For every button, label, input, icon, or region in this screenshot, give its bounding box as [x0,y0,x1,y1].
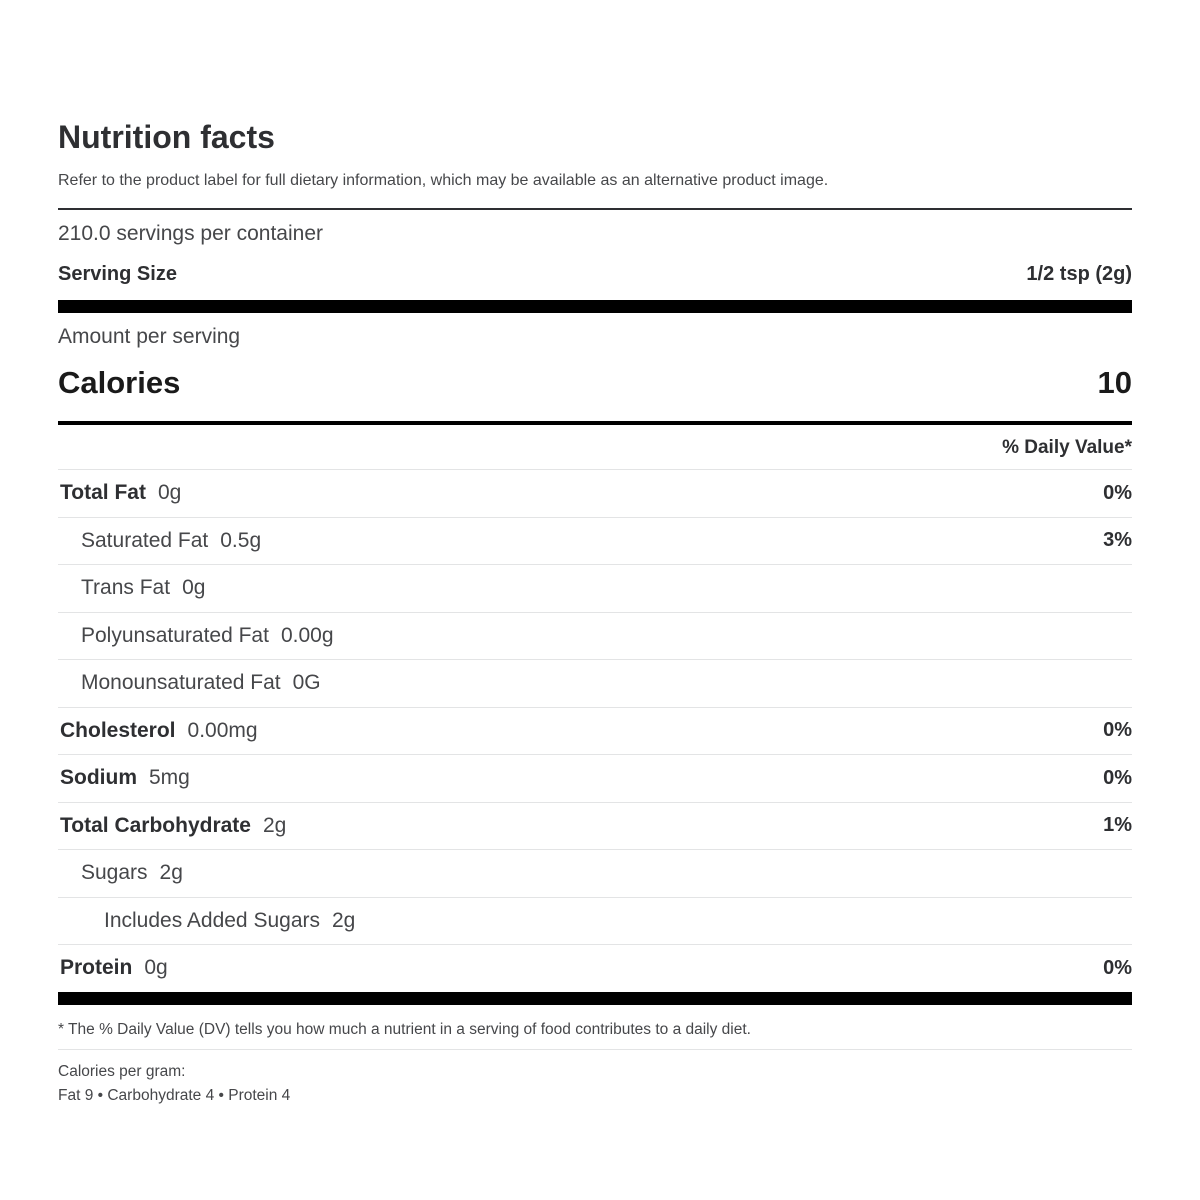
nutrition-facts-panel [58,112,1132,1108]
nutrient-daily-value: 1% [1103,814,1132,837]
nutrient-amount: 0.00g [280,623,334,647]
nutrient-amount: 0g [182,576,206,600]
nutrient-daily-value: 3% [1103,529,1132,552]
daily-value-header: % Daily Value* [58,425,1132,470]
nutrient-name: Polyunsaturated Fat [81,623,269,647]
calories-label: Calories [58,365,181,400]
nutrient-daily-value: 0% [1103,719,1132,742]
calories-row [58,359,1132,407]
nutrient-row-total-carbohydrate [58,803,1132,851]
nutrient-row-polyunsaturated-fat [58,613,1132,661]
nutrient-name: Monounsaturated Fat [81,671,281,695]
nutrient-amount: 2g [332,908,356,932]
nutrient-amount: 2g [159,861,183,885]
nutrient-name: Total Fat [60,481,146,505]
nutrient-name: Cholesterol [60,718,176,742]
nutrient-row-protein [58,945,1132,992]
amount-per-serving: Amount per serving [58,325,241,348]
divider [58,208,1132,210]
page-title: Nutrition facts [58,119,275,155]
nutrient-row-total-fat [58,470,1132,518]
calories-per-gram-values: Fat 9 • Carbohydrate 4 • Protein 4 [58,1086,291,1104]
nutrient-row-sugars [58,850,1132,898]
serving-size-label: Serving Size [58,262,177,285]
serving-size-row [58,256,1132,292]
nutrient-amount: 0.5g [220,528,262,552]
nutrient-row-trans-fat [58,565,1132,613]
nutrient-amount: 2g [262,813,287,837]
nutrient-name: Includes Added Sugars [104,908,320,932]
nutrient-daily-value: 0% [1103,481,1132,504]
nutrient-amount: 5mg [149,766,190,790]
nutrient-row-saturated-fat [58,518,1132,566]
nutrient-name: Sugars [81,861,148,885]
serving-size-value: 1/2 tsp (2g) [1026,262,1132,285]
calories-per-gram-title: Calories per gram: [58,1062,186,1080]
nutrient-name: Protein [60,956,133,980]
nutrient-daily-value: 0% [1103,956,1132,979]
heavy-divider-bottom [58,992,1132,1005]
nutrient-name: Trans Fat [81,576,171,600]
nutrient-amount: 0g [157,481,182,505]
nutrient-name: Sodium [60,766,137,790]
nutrient-amount: 0G [292,671,321,695]
nutrient-row-added-sugars [58,898,1132,946]
label-disclaimer: Refer to the product label for full dietary information, which may be available as an alternative product image. [58,172,829,189]
nutrient-row-monounsaturated-fat [58,660,1132,708]
nutrient-amount: 0.00mg [187,718,258,742]
nutrient-row-cholesterol [58,708,1132,756]
nutrient-name: Saturated Fat [81,528,209,552]
servings-per-container: 210.0 servings per container [58,222,323,245]
nutrient-row-sodium [58,755,1132,803]
daily-value-footnote: * The % Daily Value (DV) tells you how much a nutrient in a serving of food contributes to a daily diet. [58,1005,1132,1050]
heavy-divider [58,300,1132,313]
nutrient-list [58,470,1132,992]
nutrient-amount: 0g [144,956,168,980]
nutrient-daily-value: 0% [1103,766,1132,789]
nutrient-name: Total Carbohydrate [60,813,251,837]
calories-value: 10 [1097,365,1132,400]
